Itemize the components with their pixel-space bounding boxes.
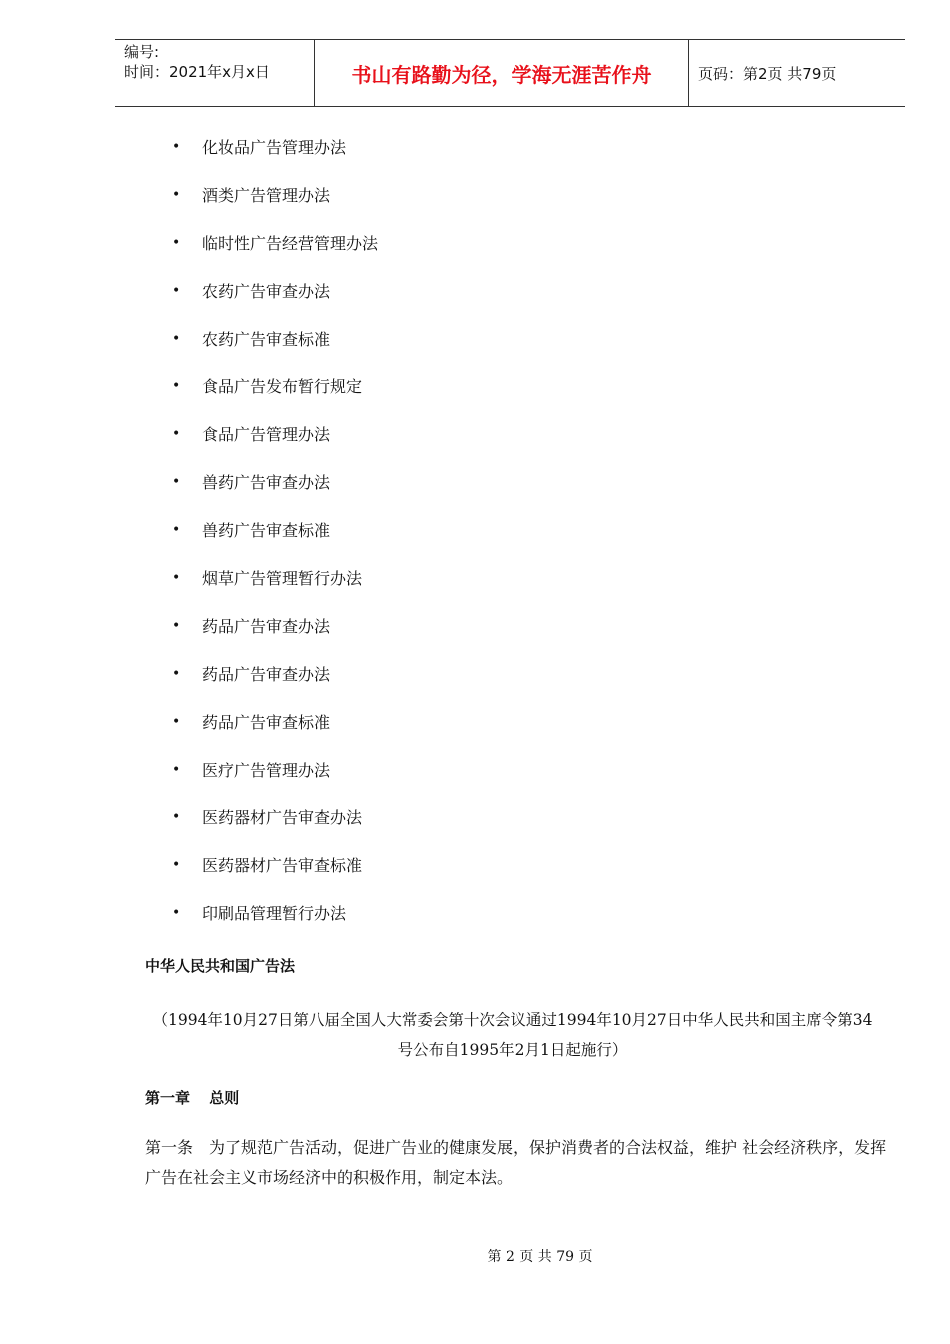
page-footer: 第 2 页 共 79 页 — [487, 1249, 593, 1265]
header-page-number: 页码：第2页 共79页 — [698, 64, 837, 83]
bullet-icon: • — [172, 713, 181, 730]
law-name: 烟草广告管理暂行办法 — [202, 569, 363, 589]
bullet-icon: • — [172, 905, 181, 922]
bullet-icon: • — [172, 809, 181, 826]
law-name: 兽药广告审查办法 — [202, 473, 331, 493]
article-paragraph: 第一条 为了规范广告活动，促进广告业的健康发展，保护消费者的合法权益，维护 社会经济秩序，发挥广告在社会主义市场经济中的积极作用，制定本法。 — [145, 1138, 887, 1187]
header-motto: 书山有路勤为径，学海无涯苦作舟 — [315, 40, 689, 106]
header-meta — [115, 40, 315, 106]
law-name: 食品广告管理办法 — [202, 425, 331, 445]
law-name: 医疗广告管理办法 — [202, 760, 331, 780]
law-name: 医药器材广告审查标准 — [202, 856, 363, 876]
law-name: 农药广告审查办法 — [202, 281, 331, 301]
law-name: 食品广告发布暂行规定 — [202, 377, 363, 397]
bullet-icon: • — [172, 330, 181, 347]
time-label: 时间：2021年x月x日 — [124, 63, 270, 81]
law-name: 兽药广告审查标准 — [202, 521, 331, 541]
law-name: 药品广告审查标准 — [202, 712, 331, 732]
law-name: 药品广告审查办法 — [202, 616, 331, 636]
enactment-note: （1994年10月27日第八届全国人大常委会第十次会议通过1994年10月27日中华人民共和国主席令第34号公布自1995年2月1日起施行） — [152, 1011, 873, 1059]
bullet-icon: • — [172, 761, 181, 778]
page-header — [115, 39, 905, 107]
bullet-icon: • — [172, 378, 181, 395]
law-title: 中华人民共和国广告法 — [145, 957, 296, 975]
bullet-icon: • — [172, 857, 181, 874]
bullet-icon: • — [172, 139, 181, 155]
number-label: 编号: — [124, 43, 160, 61]
bullet-icon: • — [172, 474, 181, 491]
bullet-icon: • — [172, 665, 181, 682]
bullet-icon: • — [172, 570, 181, 587]
law-name: 药品广告审查办法 — [202, 664, 331, 684]
bullet-icon: • — [172, 522, 181, 539]
bullet-icon: • — [172, 186, 181, 203]
law-name: 临时性广告经营管理办法 — [202, 233, 379, 253]
bullet-icon: • — [172, 234, 181, 251]
law-name: 酒类广告管理办法 — [202, 185, 331, 205]
bullet-icon: • — [172, 617, 181, 634]
chapter-heading: 第一章 总则 — [145, 1089, 240, 1107]
bullet-icon: • — [172, 426, 181, 443]
law-name: 化妆品广告管理办法 — [202, 138, 347, 157]
law-name: 医药器材广告审查办法 — [202, 808, 363, 828]
law-name: 农药广告审查标准 — [202, 329, 331, 349]
bullet-icon: • — [172, 282, 181, 299]
law-name: 印刷品管理暂行办法 — [202, 904, 347, 924]
